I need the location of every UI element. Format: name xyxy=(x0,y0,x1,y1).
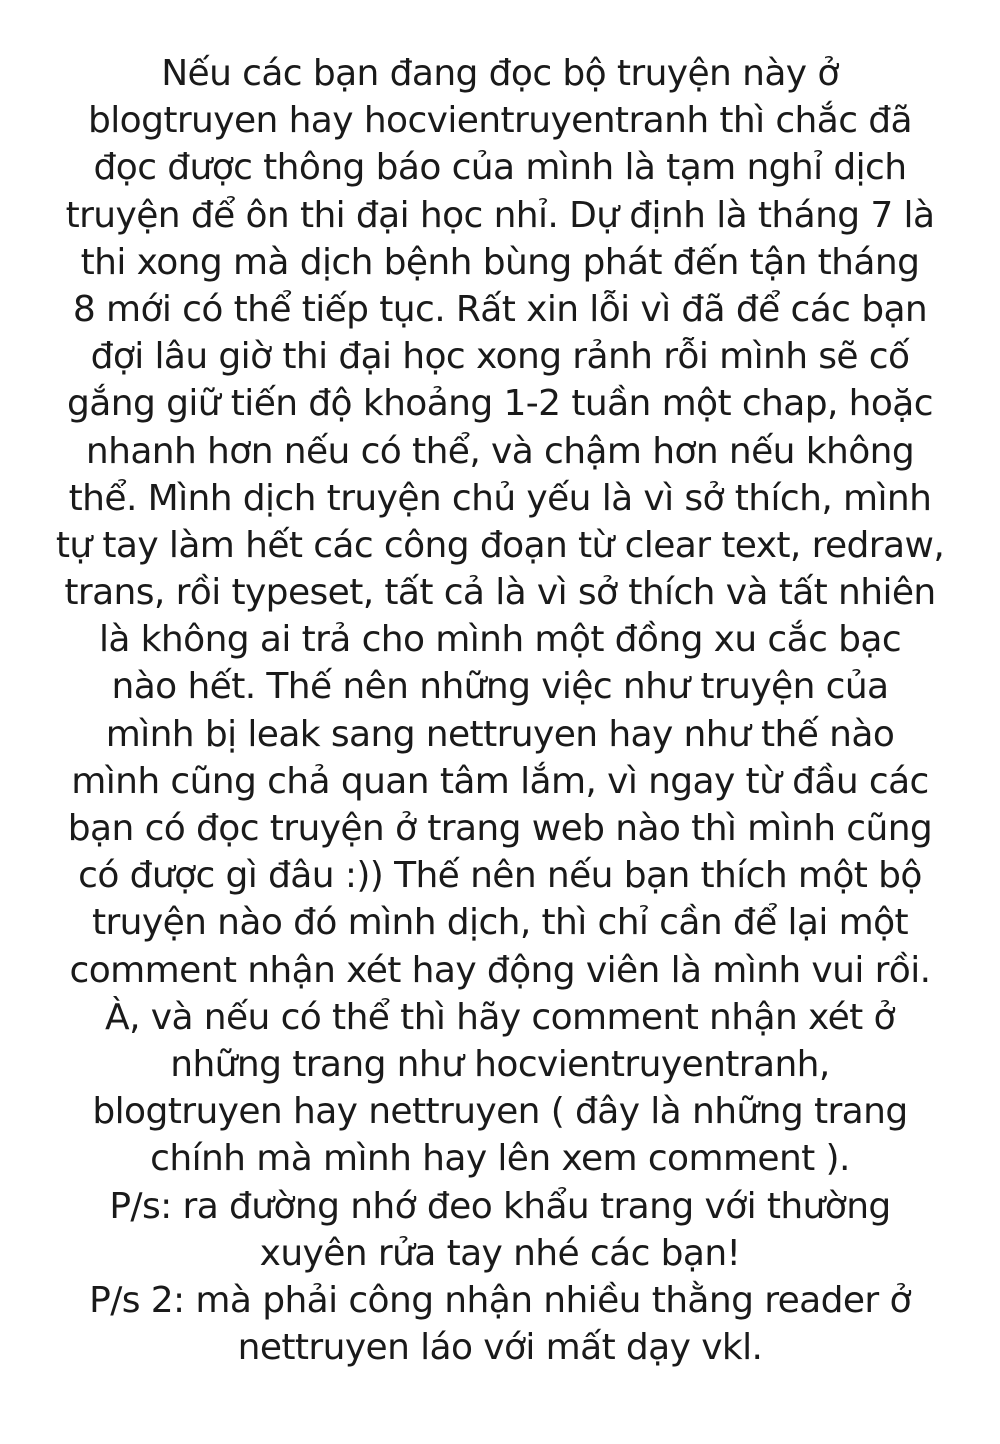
note-line-27: P/s 2: mà phải công nhận nhiều thằng reader ở xyxy=(89,1279,911,1321)
note-line-16: mình cũng chả quan tâm lắm, vì ngay từ đầu các xyxy=(71,760,929,802)
note-line-26: xuyên rửa tay nhé các bạn! xyxy=(259,1232,741,1274)
note-line-3: đọc được thông báo của mình là tạm nghỉ dịch xyxy=(93,147,907,189)
note-line-5: thi xong mà dịch bệnh bùng phát đến tận tháng xyxy=(80,241,920,283)
note-line-23: blogtruyen hay nettruyen ( đây là những trang xyxy=(92,1091,908,1133)
note-line-17: bạn có đọc truyện ở trang web nào thì mình cũng xyxy=(67,808,933,849)
note-line-18: có được gì đâu :)) Thế nên nếu bạn thích một bộ xyxy=(78,855,922,897)
note-line-22: những trang như hocvientruyentranh, xyxy=(170,1043,830,1085)
note-line-2: blogtruyen hay hocvientruyentranh thì chắc đã xyxy=(88,100,912,142)
note-line-25: P/s: ra đường nhớ đeo khẩu trang với thường xyxy=(109,1185,891,1227)
note-line-12: trans, rồi typeset, tất cả là vì sở thích và tất nhiên xyxy=(64,572,936,614)
note-line-28: nettruyen láo với mất dạy vkl. xyxy=(237,1327,763,1369)
translator-note xyxy=(20,50,980,1371)
note-line-8: gắng giữ tiến độ khoảng 1-2 tuần một chap, hoặc xyxy=(67,383,933,425)
note-line-14: nào hết. Thế nên những việc như truyện của xyxy=(111,666,889,708)
note-line-10: thể. Mình dịch truyện chủ yếu là vì sở thích, mình xyxy=(68,477,932,519)
note-line-7: đợi lâu giờ thi đại học xong rảnh rỗi mình sẽ cố xyxy=(90,336,910,378)
note-line-11: tự tay làm hết các công đoạn từ clear text, redraw, xyxy=(55,524,945,566)
note-line-19: truyện nào đó mình dịch, thì chỉ cần để lại một xyxy=(91,902,909,944)
note-line-9: nhanh hơn nếu có thể, và chậm hơn nếu không xyxy=(85,430,915,472)
note-line-6: 8 mới có thể tiếp tục. Rất xin lỗi vì đã để các bạn xyxy=(72,288,928,330)
note-line-1: Nếu các bạn đang đọc bộ truyện này ở xyxy=(161,53,839,94)
note-line-24: chính mà mình hay lên xem comment ). xyxy=(150,1138,850,1180)
note-line-15: mình bị leak sang nettruyen hay như thế nào xyxy=(105,713,895,755)
note-line-20: comment nhận xét hay động viên là mình vui rồi. xyxy=(69,949,931,991)
note-line-4: truyện để ôn thi đại học nhỉ. Dự định là tháng 7 là xyxy=(65,194,935,236)
note-line-21: À, và nếu có thể thì hãy comment nhận xét ở xyxy=(105,996,895,1038)
note-line-13: là không ai trả cho mình một đồng xu cắc bạc xyxy=(98,619,902,661)
